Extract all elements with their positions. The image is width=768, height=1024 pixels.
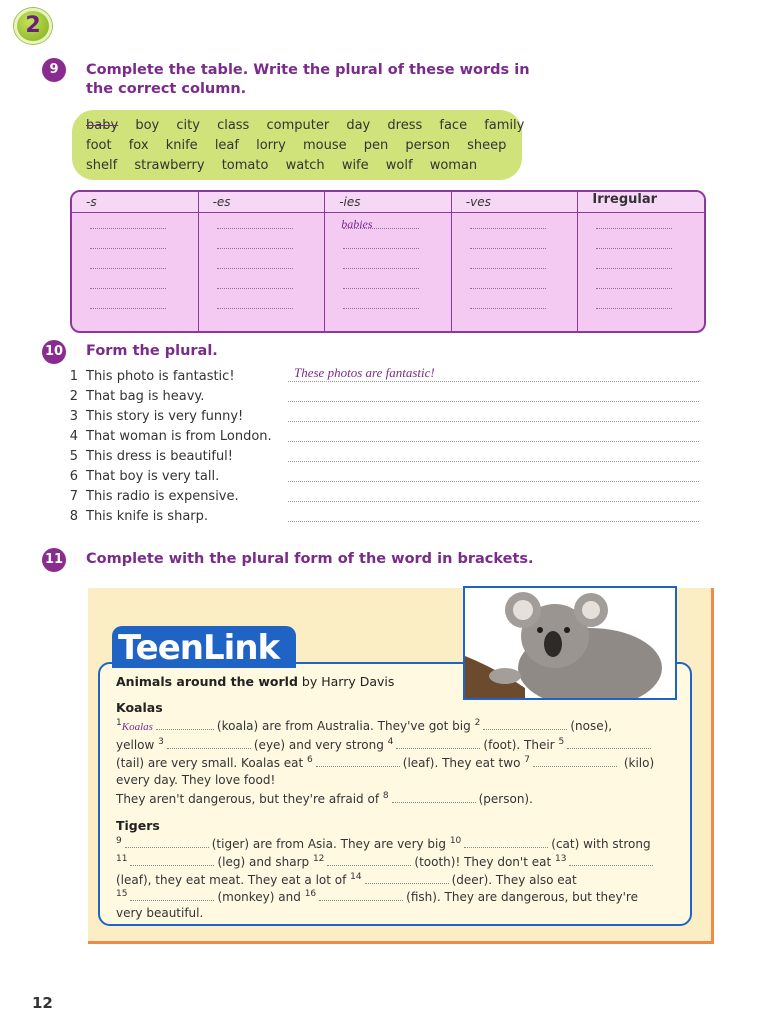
exercise-9-number: 9 [42, 58, 66, 82]
word-row-1 [86, 116, 525, 136]
tigers-line-3: (leaf), they eat meat. They eat a lot of $^{14}$ (deer). They also eat [116, 872, 577, 887]
column-header-s: -s [72, 192, 198, 213]
word-baby: baby [86, 118, 119, 133]
word-computer: computer [266, 118, 330, 133]
word-box [72, 110, 525, 180]
answer-line-8[interactable] [288, 521, 699, 522]
tigers-line-1: $^9$ (tiger) are from Asia. They are very big $^{10}$ (cat) with strong [116, 836, 651, 851]
answer-line[interactable] [90, 268, 166, 269]
word-wife: wife [341, 158, 369, 173]
word-dress: dress [387, 118, 423, 133]
word-woman: woman [429, 158, 478, 173]
answer-line[interactable] [596, 248, 672, 249]
answer-line[interactable] [470, 228, 546, 229]
koalas-heading: Koalas [116, 700, 163, 715]
word-city: city [176, 118, 200, 133]
word-fox: fox [128, 138, 149, 153]
koala-photo [463, 586, 677, 700]
answer-line[interactable] [217, 308, 293, 309]
column-irregular [578, 192, 704, 331]
word-day: day [346, 118, 371, 133]
exercise-11-number: 11 [42, 548, 66, 572]
answer-line[interactable] [596, 288, 672, 289]
tigers-line-4: $^{15}$ (monkey) and $^{16}$ (fish). They are dangerous, but they're [116, 889, 638, 904]
answer-line-6[interactable] [288, 481, 699, 482]
column-header-ves: -ves [452, 192, 578, 213]
koalas-line-3: (tail) are very small. Koalas eat $^6$ (leaf). They eat two $^7$ (kilo) [116, 755, 655, 770]
koalas-line-5: They aren't dangerous, but they're afraid of $^8$ (person). [116, 791, 533, 806]
koalas-line-4: every day. They love food! [116, 773, 276, 787]
example-answer: babies [341, 217, 373, 231]
answer-line[interactable] [596, 228, 672, 229]
word-knife: knife [165, 138, 198, 153]
word-face: face [439, 118, 468, 133]
answer-line[interactable] [343, 308, 419, 309]
answer-line[interactable] [217, 288, 293, 289]
teenlink-logo: TeenLink [112, 626, 296, 668]
answer-line[interactable] [596, 268, 672, 269]
answer-line-4[interactable] [288, 441, 699, 442]
column-header-irregular: Irregular [578, 192, 704, 213]
plural-table [70, 190, 706, 333]
answer-line[interactable] [90, 308, 166, 309]
answer-1-handwritten: These photos are fantastic! [294, 365, 435, 380]
word-sheep: sheep [467, 138, 507, 153]
exercise-10-title: Form the plural. [86, 343, 218, 359]
koalas-line-1: $^1$Koalas (koala) are from Australia. They've got big $^2$ (nose), [116, 718, 613, 733]
answer-line-1[interactable] [288, 381, 699, 382]
word-tomato: tomato [221, 158, 269, 173]
answer-line[interactable] [90, 248, 166, 249]
word-person: person [405, 138, 450, 153]
answer-line[interactable] [90, 228, 166, 229]
word-strawberry: strawberry [134, 158, 205, 173]
word-shelf: shelf [86, 158, 118, 173]
answer-line[interactable] [470, 248, 546, 249]
answer-line[interactable] [217, 248, 293, 249]
answer-line[interactable] [470, 308, 546, 309]
word-family: family [484, 118, 525, 133]
word-lorry: lorry [256, 138, 286, 153]
answer-line[interactable] [343, 248, 419, 249]
word-row-2 [86, 136, 508, 156]
unit-number: 2 [25, 13, 41, 38]
word-pen: pen [363, 138, 389, 153]
column-ies [325, 192, 452, 331]
column-header-es: -es [199, 192, 325, 213]
word-boy: boy [135, 118, 160, 133]
word-row-3 [86, 156, 508, 176]
tigers-line-5: very beautiful. [116, 906, 204, 920]
page-number: 12 [32, 994, 53, 1012]
answer-line-5[interactable] [288, 461, 699, 462]
exercise-11-title: Complete with the plural form of the word in brackets. [86, 551, 534, 567]
exercise-9-title-line2: the correct column. [86, 81, 247, 97]
answer-line[interactable] [596, 308, 672, 309]
exercise-10-number: 10 [42, 340, 66, 364]
word-watch: watch [285, 158, 325, 173]
word-leaf: leaf [214, 138, 239, 153]
answer-line-3[interactable] [288, 421, 699, 422]
answer-line[interactable] [470, 288, 546, 289]
koalas-line-2: yellow $^3$ (eye) and very strong $^4$ (foot). Their $^5$ [116, 737, 654, 752]
column-ves [452, 192, 579, 331]
word-mouse: mouse [302, 138, 347, 153]
answer-line[interactable] [343, 268, 419, 269]
word-wolf: wolf [385, 158, 413, 173]
column-es [199, 192, 326, 331]
column-s [72, 192, 199, 331]
unit-badge [14, 8, 52, 44]
answer-line-7[interactable] [288, 501, 699, 502]
answer-line-2[interactable] [288, 401, 699, 402]
exercise-9-title-line1: Complete the table. Write the plural of these words in [86, 62, 530, 78]
word-foot: foot [86, 138, 112, 153]
tigers-line-2: $^{11}$ (leg) and sharp $^{12}$ (tooth)! They don't eat $^{13}$ [116, 854, 656, 869]
word-class: class [217, 118, 250, 133]
answer-line[interactable] [470, 268, 546, 269]
article-title: Animals around the world by Harry Davis [116, 674, 395, 689]
answer-line[interactable] [217, 228, 293, 229]
column-header-ies: -ies [325, 192, 451, 213]
answer-line[interactable] [217, 268, 293, 269]
answer-line[interactable] [90, 288, 166, 289]
answer-line[interactable] [343, 288, 419, 289]
answer-line[interactable] [343, 228, 419, 229]
tigers-heading: Tigers [116, 818, 160, 833]
